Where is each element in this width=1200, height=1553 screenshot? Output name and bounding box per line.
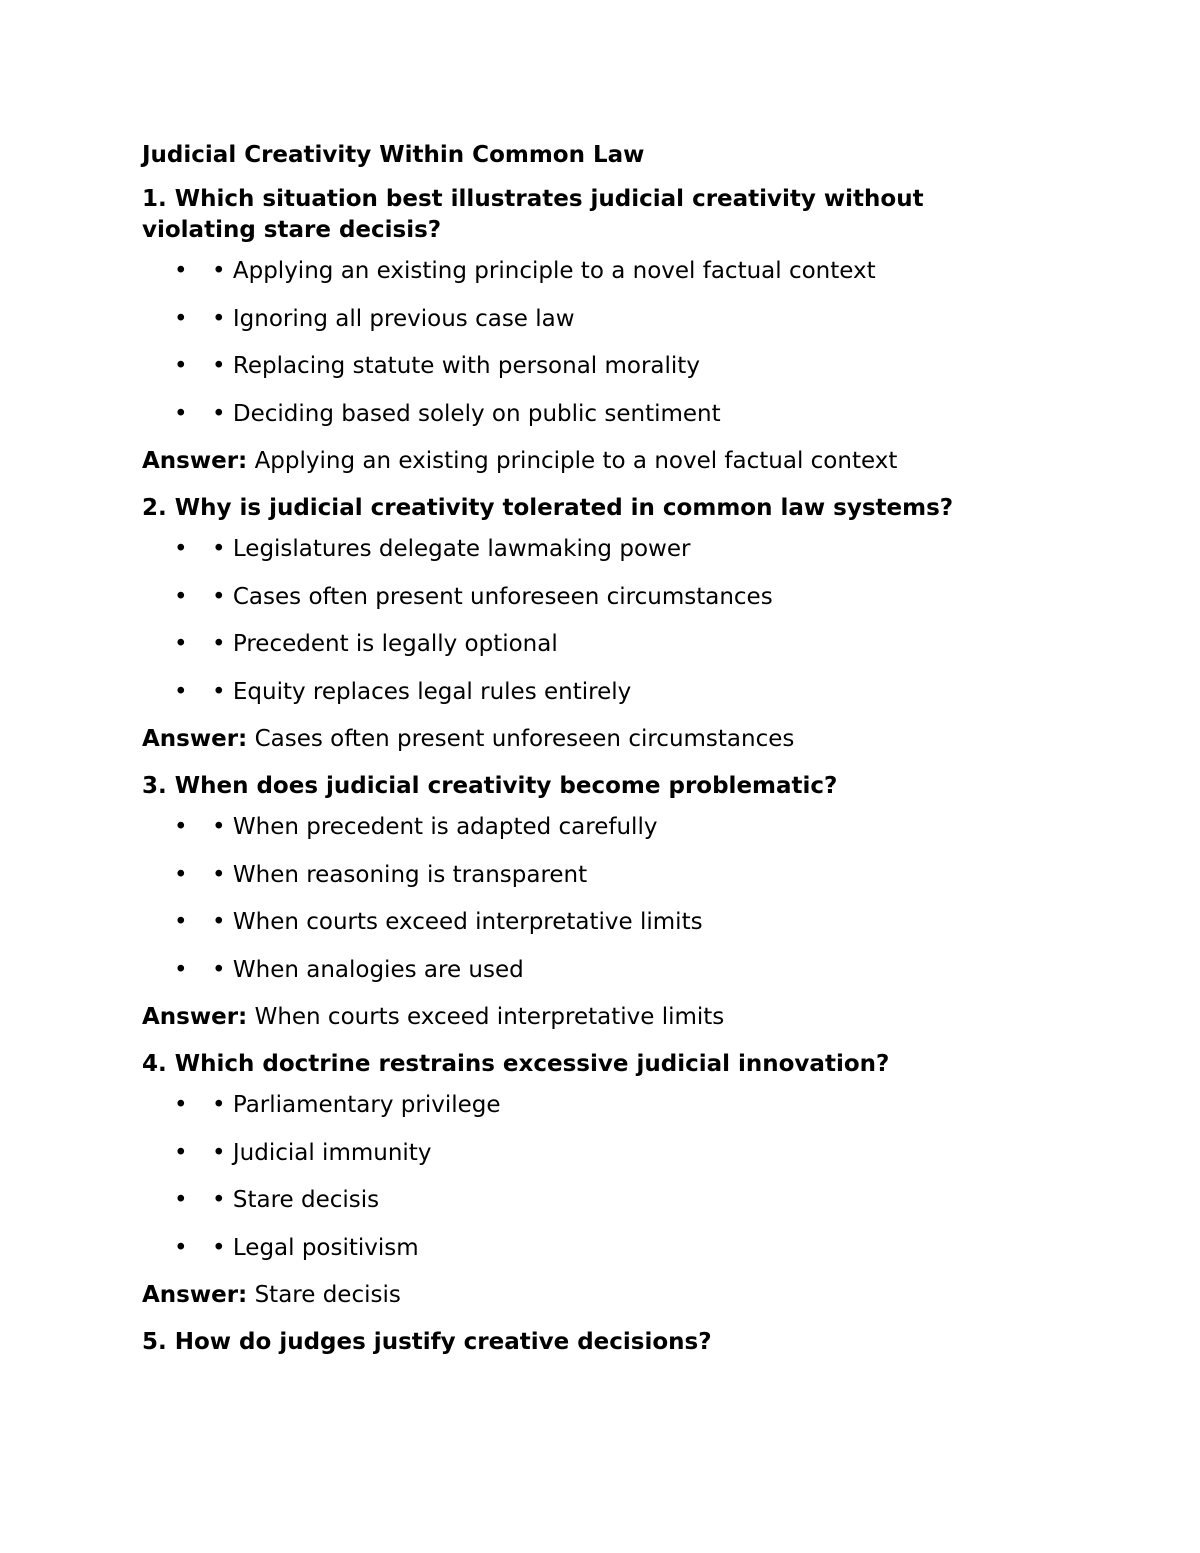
option-item [142,1090,1042,1121]
document-page [142,138,1042,1368]
option-item [142,582,1042,613]
bullet-icon: • [174,400,188,427]
option-item [142,1185,1042,1216]
answer-line [142,446,1042,477]
question-list [142,184,1042,1358]
bullet-icon: • [174,631,188,657]
answer-text: Cases often present unforeseen circumstances [254,726,795,752]
option-text: • Stare decisis [212,1187,380,1213]
question-text: 3. When does judicial creativity become problematic? [142,773,838,799]
bullet-icon: • [174,258,188,284]
question-block [142,493,1042,755]
bullet-icon: • [174,956,188,983]
option-text: • Equity replaces legal rules entirely [212,678,632,705]
bullet-icon: • [174,305,188,332]
bullet-icon: • [174,1234,188,1261]
question-text: 5. How do judges justify creative decisions? [142,1329,712,1355]
option-text: • When analogies are used [212,956,524,983]
bullet-icon: • [174,861,188,888]
question-text: 2. Why is judicial creativity tolerated in common law systems? [142,495,954,521]
option-item [142,534,1042,565]
answer-label: Answer: [142,1282,248,1308]
bullet-icon: • [174,583,188,610]
bullet-icon: • [174,353,188,379]
answer-line [142,1002,1042,1033]
option-text: • Judicial immunity [212,1139,432,1166]
option-text: • Precedent is legally optional [212,631,558,657]
bullet-icon: • [174,678,188,705]
option-item [142,351,1042,382]
option-text: • Parliamentary privilege [212,1092,501,1118]
option-text: • When courts exceed interpretative limits [212,909,703,935]
option-item [142,304,1042,335]
option-text: • Legislatures delegate lawmaking power [212,536,691,562]
option-text: • When reasoning is transparent [212,861,588,888]
answer-text: Stare decisis [254,1282,401,1308]
bullet-icon: • [174,909,188,935]
option-list [142,812,1042,986]
answer-line [142,1280,1042,1311]
option-text: • Cases often present unforeseen circumstances [212,583,773,610]
answer-text: Applying an existing principle to a novel factual context [254,448,898,474]
bullet-icon: • [174,1139,188,1166]
question-text: 1. Which situation best illustrates judicial creativity without violating stare decisis? [142,186,924,243]
option-item [142,1138,1042,1169]
option-text: • When precedent is adapted carefully [212,814,658,840]
answer-line [142,724,1042,755]
answer-text: When courts exceed interpretative limits [254,1004,725,1030]
bullet-icon: • [174,1187,188,1213]
bullet-icon: • [174,536,188,562]
answer-label: Answer: [142,448,248,474]
option-item [142,907,1042,938]
option-item [142,399,1042,430]
bullet-icon: • [174,814,188,840]
option-item [142,955,1042,986]
option-item [142,677,1042,708]
option-text: • Legal positivism [212,1234,419,1261]
question-block [142,184,1042,477]
option-item [142,256,1042,287]
question-text: 4. Which doctrine restrains excessive judicial innovation? [142,1051,890,1077]
option-list [142,1090,1042,1264]
document-title: Judicial Creativity Within Common Law [142,142,645,168]
option-text: • Deciding based solely on public sentiment [212,400,721,427]
option-list [142,534,1042,708]
answer-label: Answer: [142,726,248,752]
option-text: • Applying an existing principle to a novel factual context [212,258,876,284]
question-block [142,1049,1042,1311]
option-item [142,860,1042,891]
option-item [142,629,1042,660]
option-item [142,812,1042,843]
option-text: • Replacing statute with personal morality [212,353,700,379]
bullet-icon: • [174,1092,188,1118]
question-block [142,771,1042,1033]
question-block [142,1327,1042,1358]
answer-label: Answer: [142,1004,248,1030]
option-list [142,256,1042,430]
option-text: • Ignoring all previous case law [212,305,575,332]
option-item [142,1233,1042,1264]
